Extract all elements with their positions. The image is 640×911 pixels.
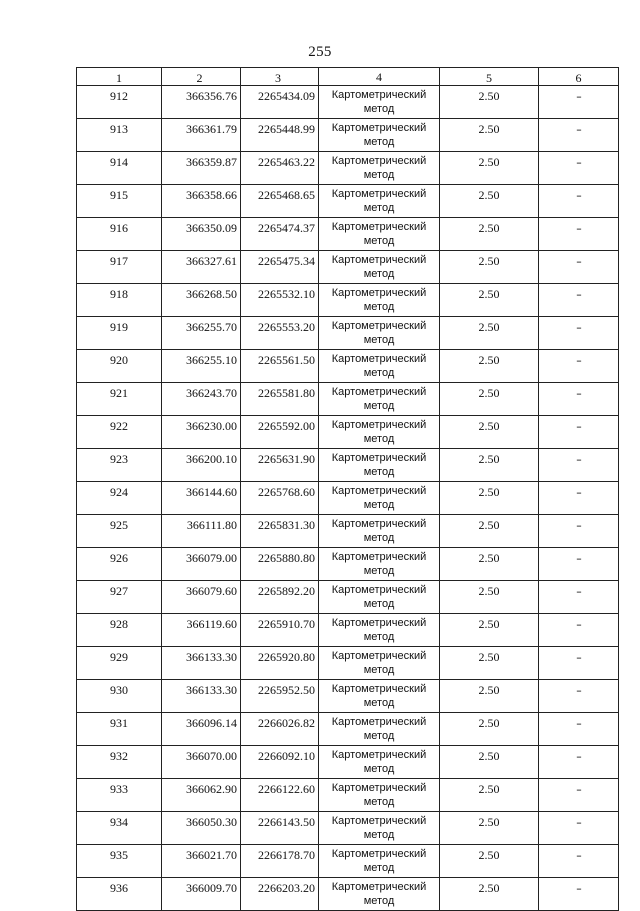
coordinate-x: 366268.50: [162, 284, 241, 317]
accuracy-value: 2.50: [440, 548, 539, 581]
coordinate-x: 366079.60: [162, 581, 241, 614]
table-row: [77, 680, 619, 713]
note-cell: [539, 416, 619, 449]
note-dash: –: [576, 89, 581, 103]
note-dash: –: [576, 353, 581, 367]
method-label-line1: Картометрический: [331, 848, 427, 860]
method-label-line1: Картометрический: [331, 353, 427, 365]
accuracy-value: 2.50: [440, 482, 539, 515]
method-cell: [319, 812, 440, 845]
point-number: 921: [77, 383, 162, 416]
point-number: 933: [77, 779, 162, 812]
accuracy-value: 2.50: [440, 185, 539, 218]
point-number: 918: [77, 284, 162, 317]
coordinate-x: 366133.30: [162, 680, 241, 713]
coordinate-x: 366050.30: [162, 812, 241, 845]
method-label-line2: метод: [363, 268, 395, 280]
accuracy-value: 2.50: [440, 317, 539, 350]
method-label-line1: Картометрический: [331, 881, 427, 893]
method-cell: [319, 218, 440, 251]
coordinate-y: 2266026.82: [241, 713, 319, 746]
coordinate-x: 366200.10: [162, 449, 241, 482]
note-dash: –: [576, 716, 581, 730]
coordinate-y: 2265631.90: [241, 449, 319, 482]
coordinate-y: 2265532.10: [241, 284, 319, 317]
table-body: [77, 86, 619, 911]
accuracy-value: 2.50: [440, 251, 539, 284]
point-number: 927: [77, 581, 162, 614]
accuracy-value: 2.50: [440, 416, 539, 449]
note-dash: –: [576, 518, 581, 532]
note-cell: [539, 614, 619, 647]
point-number: 929: [77, 647, 162, 680]
note-dash: –: [576, 485, 581, 499]
table-row: [77, 383, 619, 416]
method-cell: [319, 713, 440, 746]
method-cell: [319, 482, 440, 515]
table-row: [77, 713, 619, 746]
table-row: [77, 515, 619, 548]
note-cell: [539, 185, 619, 218]
note-cell: [539, 350, 619, 383]
method-label-line1: Картометрический: [331, 386, 427, 398]
method-label-line1: Картометрический: [331, 254, 427, 266]
column-header-5: 5: [440, 68, 539, 86]
note-dash: –: [576, 881, 581, 895]
point-number: 923: [77, 449, 162, 482]
coordinate-y: 2265892.20: [241, 581, 319, 614]
note-dash: –: [576, 683, 581, 697]
note-dash: –: [576, 254, 581, 268]
coordinate-x: 366230.00: [162, 416, 241, 449]
method-label-line2: метод: [363, 235, 395, 247]
point-number: 936: [77, 878, 162, 911]
method-label-line1: Картометрический: [331, 782, 427, 794]
accuracy-value: 2.50: [440, 350, 539, 383]
note-cell: [539, 383, 619, 416]
note-dash: –: [576, 452, 581, 466]
method-cell: [319, 119, 440, 152]
coordinate-x: 366361.79: [162, 119, 241, 152]
note-dash: –: [576, 815, 581, 829]
coordinate-x: 366096.14: [162, 713, 241, 746]
method-label-line2: метод: [363, 466, 395, 478]
note-cell: [539, 449, 619, 482]
note-dash: –: [576, 650, 581, 664]
coordinate-y: 2265468.65: [241, 185, 319, 218]
method-label-line2: метод: [363, 202, 395, 214]
method-cell: [319, 680, 440, 713]
note-dash: –: [576, 320, 581, 334]
method-label-line2: метод: [363, 697, 395, 709]
table-row: [77, 878, 619, 911]
coordinate-x: 366350.09: [162, 218, 241, 251]
coordinate-y: 2265448.99: [241, 119, 319, 152]
column-header-1: 1: [77, 68, 162, 86]
coordinate-x: 366327.61: [162, 251, 241, 284]
method-label-line1: Картометрический: [331, 551, 427, 563]
method-label-line2: метод: [363, 862, 395, 874]
coordinate-y: 2266092.10: [241, 746, 319, 779]
method-cell: [319, 383, 440, 416]
method-label-line1: Картометрический: [331, 815, 427, 827]
method-cell: [319, 416, 440, 449]
method-label-line2: метод: [363, 400, 395, 412]
note-dash: –: [576, 749, 581, 763]
point-number: 916: [77, 218, 162, 251]
column-header-3: 3: [241, 68, 319, 86]
coordinate-x: 366255.70: [162, 317, 241, 350]
method-label-line1: Картометрический: [331, 419, 427, 431]
point-number: 928: [77, 614, 162, 647]
note-cell: [539, 152, 619, 185]
accuracy-value: 2.50: [440, 152, 539, 185]
note-cell: [539, 482, 619, 515]
coordinate-y: 2265463.22: [241, 152, 319, 185]
note-cell: [539, 746, 619, 779]
point-number: 912: [77, 86, 162, 119]
coordinate-x: 366144.60: [162, 482, 241, 515]
method-cell: [319, 251, 440, 284]
point-number: 935: [77, 845, 162, 878]
table-row: [77, 482, 619, 515]
note-cell: [539, 284, 619, 317]
method-cell: [319, 152, 440, 185]
note-cell: [539, 878, 619, 911]
method-label-line2: метод: [363, 532, 395, 544]
accuracy-value: 2.50: [440, 680, 539, 713]
point-number: 930: [77, 680, 162, 713]
coordinate-y: 2265952.50: [241, 680, 319, 713]
coordinate-y: 2265474.37: [241, 218, 319, 251]
method-label-line1: Картометрический: [331, 221, 427, 233]
accuracy-value: 2.50: [440, 845, 539, 878]
point-number: 922: [77, 416, 162, 449]
accuracy-value: 2.50: [440, 218, 539, 251]
accuracy-value: 2.50: [440, 878, 539, 911]
table-row: [77, 416, 619, 449]
table-row: [77, 581, 619, 614]
method-label-line2: метод: [363, 598, 395, 610]
accuracy-value: 2.50: [440, 119, 539, 152]
method-label-line1: Картометрический: [331, 155, 427, 167]
coordinate-y: 2265920.80: [241, 647, 319, 680]
coordinate-y: 2265475.34: [241, 251, 319, 284]
method-label-line1: Картометрический: [331, 518, 427, 530]
note-cell: [539, 581, 619, 614]
method-label-line1: Картометрический: [331, 749, 427, 761]
table-header-row: [77, 68, 619, 86]
accuracy-value: 2.50: [440, 383, 539, 416]
note-dash: –: [576, 617, 581, 631]
method-label-line1: Картометрический: [331, 716, 427, 728]
note-cell: [539, 119, 619, 152]
note-dash: –: [576, 287, 581, 301]
point-number: 914: [77, 152, 162, 185]
coordinate-x: 366359.87: [162, 152, 241, 185]
point-number: 931: [77, 713, 162, 746]
table-row: [77, 284, 619, 317]
point-number: 920: [77, 350, 162, 383]
method-cell: [319, 878, 440, 911]
point-number: 913: [77, 119, 162, 152]
method-cell: [319, 746, 440, 779]
coordinate-y: 2265831.30: [241, 515, 319, 548]
table-row: [77, 845, 619, 878]
method-label-line1: Картометрический: [331, 584, 427, 596]
table-row: [77, 449, 619, 482]
accuracy-value: 2.50: [440, 779, 539, 812]
table-row: [77, 317, 619, 350]
point-number: 924: [77, 482, 162, 515]
note-cell: [539, 86, 619, 119]
coordinate-y: 2265592.00: [241, 416, 319, 449]
table-row: [77, 86, 619, 119]
coordinate-y: 2265553.20: [241, 317, 319, 350]
coordinate-y: 2265880.80: [241, 548, 319, 581]
table-row: [77, 218, 619, 251]
method-label-line2: метод: [363, 301, 395, 313]
coordinate-y: 2265581.80: [241, 383, 319, 416]
note-dash: –: [576, 848, 581, 862]
point-number: 926: [77, 548, 162, 581]
coordinate-x: 366070.00: [162, 746, 241, 779]
table-row: [77, 185, 619, 218]
note-cell: [539, 779, 619, 812]
method-cell: [319, 515, 440, 548]
coordinate-x: 366356.76: [162, 86, 241, 119]
method-label-line1: Картометрический: [331, 683, 427, 695]
method-cell: [319, 449, 440, 482]
note-cell: [539, 680, 619, 713]
method-label-line2: метод: [363, 169, 395, 181]
table-row: [77, 746, 619, 779]
table-row: [77, 614, 619, 647]
method-label-line2: метод: [363, 631, 395, 643]
coordinates-table: [76, 67, 619, 911]
method-label-line1: Картометрический: [331, 650, 427, 662]
note-dash: –: [576, 188, 581, 202]
note-cell: [539, 845, 619, 878]
method-label-line1: Картометрический: [331, 617, 427, 629]
note-cell: [539, 713, 619, 746]
note-cell: [539, 218, 619, 251]
coordinate-y: 2266122.60: [241, 779, 319, 812]
method-cell: [319, 581, 440, 614]
coordinate-y: 2265768.60: [241, 482, 319, 515]
coordinate-x: 366133.30: [162, 647, 241, 680]
method-label-line1: Картометрический: [331, 320, 427, 332]
coordinate-y: 2266143.50: [241, 812, 319, 845]
method-label-line2: метод: [363, 730, 395, 742]
coordinate-x: 366009.70: [162, 878, 241, 911]
coordinate-x: 366021.70: [162, 845, 241, 878]
table-row: [77, 350, 619, 383]
note-dash: –: [576, 584, 581, 598]
accuracy-value: 2.50: [440, 746, 539, 779]
coordinate-x: 366243.70: [162, 383, 241, 416]
method-cell: [319, 284, 440, 317]
table-row: [77, 812, 619, 845]
point-number: 925: [77, 515, 162, 548]
accuracy-value: 2.50: [440, 449, 539, 482]
note-cell: [539, 515, 619, 548]
point-number: 932: [77, 746, 162, 779]
point-number: 915: [77, 185, 162, 218]
method-cell: [319, 185, 440, 218]
table-row: [77, 548, 619, 581]
method-cell: [319, 647, 440, 680]
method-cell: [319, 614, 440, 647]
method-label-line1: Картометрический: [331, 287, 427, 299]
coordinate-x: 366062.90: [162, 779, 241, 812]
note-cell: [539, 647, 619, 680]
accuracy-value: 2.50: [440, 515, 539, 548]
method-label-line1: Картометрический: [331, 485, 427, 497]
coordinate-x: 366255.10: [162, 350, 241, 383]
method-label-line2: метод: [363, 565, 395, 577]
point-number: 934: [77, 812, 162, 845]
method-label-line2: метод: [363, 664, 395, 676]
accuracy-value: 2.50: [440, 86, 539, 119]
method-label-line2: метод: [363, 499, 395, 511]
method-label-line1: Картометрический: [331, 452, 427, 464]
note-dash: –: [576, 782, 581, 796]
coordinate-x: 366358.66: [162, 185, 241, 218]
accuracy-value: 2.50: [440, 812, 539, 845]
table-row: [77, 779, 619, 812]
method-label-line2: метод: [363, 334, 395, 346]
coordinate-y: 2265910.70: [241, 614, 319, 647]
method-label-line1: Картометрический: [331, 188, 427, 200]
table-row: [77, 119, 619, 152]
column-header-2: 2: [162, 68, 241, 86]
method-label-line1: Картометрический: [331, 89, 427, 101]
coordinate-x: 366111.80: [162, 515, 241, 548]
point-number: 919: [77, 317, 162, 350]
coordinate-y: 2266203.20: [241, 878, 319, 911]
table-row: [77, 647, 619, 680]
method-label-line2: метод: [363, 433, 395, 445]
coordinate-x: 366079.00: [162, 548, 241, 581]
note-dash: –: [576, 122, 581, 136]
accuracy-value: 2.50: [440, 647, 539, 680]
method-cell: [319, 317, 440, 350]
accuracy-value: 2.50: [440, 284, 539, 317]
method-label-line2: метод: [363, 895, 395, 907]
column-header-6: 6: [539, 68, 619, 86]
method-label-line2: метод: [363, 136, 395, 148]
note-cell: [539, 812, 619, 845]
table-row: [77, 251, 619, 284]
note-dash: –: [576, 386, 581, 400]
note-dash: –: [576, 419, 581, 433]
coordinate-x: 366119.60: [162, 614, 241, 647]
method-label-line2: метод: [363, 763, 395, 775]
point-number: 917: [77, 251, 162, 284]
coordinate-y: 2265561.50: [241, 350, 319, 383]
coordinate-y: 2265434.09: [241, 86, 319, 119]
method-cell: [319, 350, 440, 383]
page-number: 255: [308, 44, 332, 60]
note-dash: –: [576, 221, 581, 235]
note-cell: [539, 317, 619, 350]
method-cell: [319, 86, 440, 119]
method-label-line2: метод: [363, 103, 395, 115]
note-cell: [539, 548, 619, 581]
accuracy-value: 2.50: [440, 581, 539, 614]
column-header-4: 4: [319, 68, 440, 86]
method-label-line2: метод: [363, 367, 395, 379]
table-row: [77, 152, 619, 185]
method-cell: [319, 548, 440, 581]
method-label-line1: Картометрический: [331, 122, 427, 134]
accuracy-value: 2.50: [440, 713, 539, 746]
method-label-line2: метод: [363, 796, 395, 808]
method-cell: [319, 845, 440, 878]
method-label-line2: метод: [363, 829, 395, 841]
accuracy-value: 2.50: [440, 614, 539, 647]
note-dash: –: [576, 551, 581, 565]
method-cell: [319, 779, 440, 812]
coordinate-y: 2266178.70: [241, 845, 319, 878]
note-dash: –: [576, 155, 581, 169]
note-cell: [539, 251, 619, 284]
